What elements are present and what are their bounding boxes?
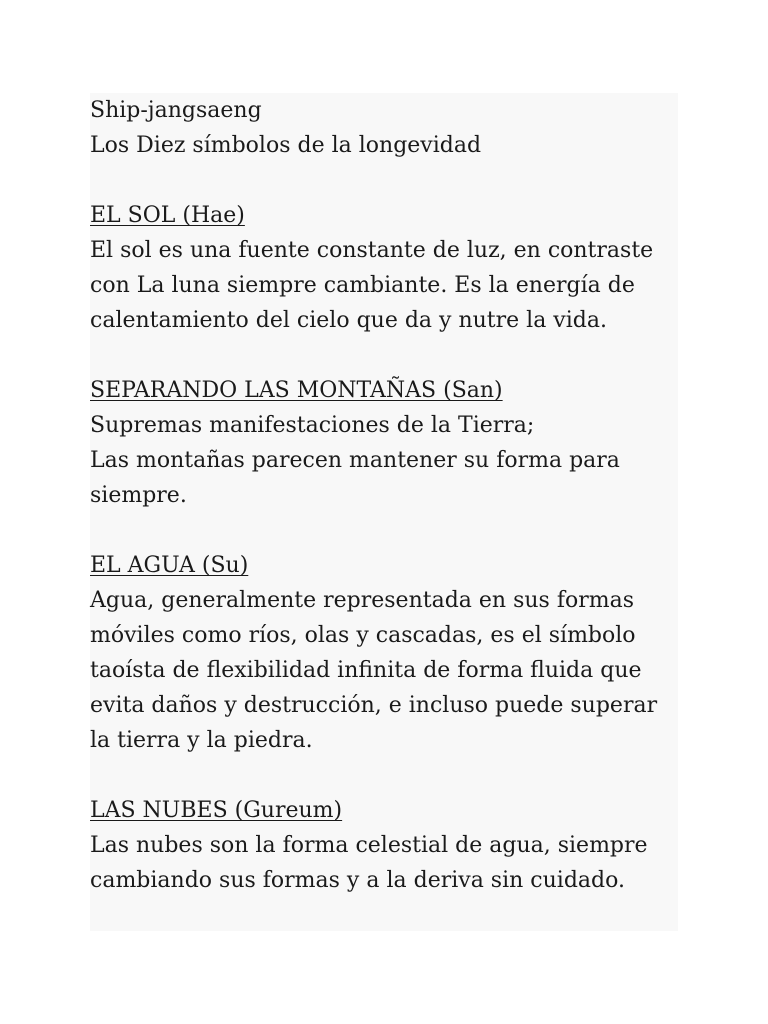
section-text-line: evita daños y destrucción, e incluso puede superar [90,693,658,718]
section-text-line: Agua, generalmente representada en sus formas [90,588,634,613]
section-text-line: taoísta de flexibilidad infinita de forma fluida que [90,658,642,683]
spacer [90,758,670,793]
document-content [90,93,670,898]
document-subtitle: Los Diez símbolos de la longevidad [90,133,482,158]
section-text-line: Las montañas parecen mantener su forma para [90,448,620,473]
section-heading-mountains: SEPARANDO LAS MONTAÑAS (San) [90,378,503,403]
document-title: Ship-jangsaeng [90,98,262,123]
section-text-line: móviles como ríos, olas y cascadas, es el símbolo [90,623,636,648]
section-text-line: siempre. [90,483,187,508]
section-text-line: El sol es una fuente constante de luz, en contraste [90,238,654,263]
section-text-line: la tierra y la piedra. [90,728,313,753]
spacer [90,338,670,373]
section-text-line: con La luna siempre cambiante. Es la energía de [90,273,635,298]
section-heading-water: EL AGUA (Su) [90,553,249,578]
section-text-line: Las nubes son la forma celestial de agua, siempre [90,833,648,858]
section-text-line: Supremas manifestaciones de la Tierra; [90,413,535,438]
spacer [90,513,670,548]
section-heading-clouds: LAS NUBES (Gureum) [90,798,343,823]
section-text-line: cambiando sus formas y a la deriva sin cuidado. [90,868,625,893]
spacer [90,163,670,198]
section-text-line: calentamiento del cielo que da y nutre la vida. [90,308,607,333]
section-heading-sun: EL SOL (Hae) [90,203,245,228]
